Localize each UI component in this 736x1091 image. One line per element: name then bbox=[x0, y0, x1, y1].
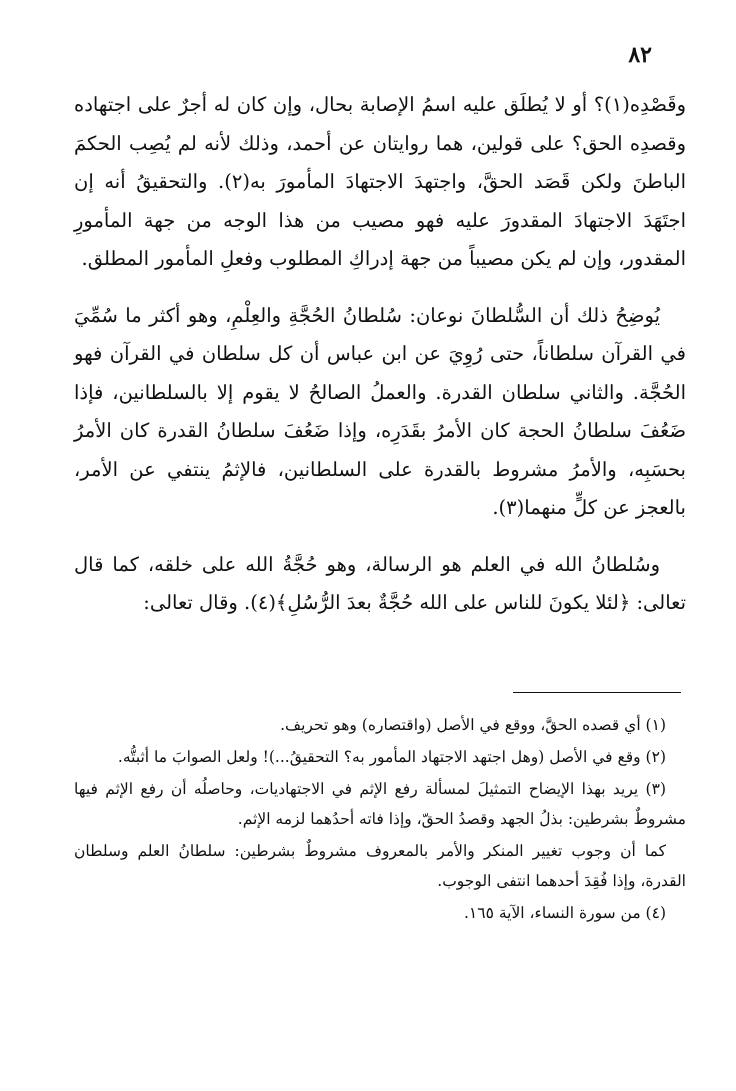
main-text bbox=[74, 86, 686, 623]
footnote-3: (٣) يريد بهذا الإيضاح التمثيلَ لمسألة رفع الإثم في الاجتهاديات، وحاصلُه أن رفع الإثم فيها مشروطٌ بشرطين: بذلُ الجهد وقصدُ الحقّ، وإذا فاته أحدُهما لزمه الإثم. bbox=[74, 780, 686, 828]
footnotes bbox=[74, 710, 686, 930]
paragraph-1: وقَصْدِه(١)؟ أو لا يُطلَق عليه اسمُ الإصابة بحال، وإن كان له أجرٌ على اجتهاده وقصدِه الحق؟ على قولين، هما روايتان عن أحمد، وذلك لأنه لم يُصِب الحكمَ الباطنَ ولكن قَصَد الحقَّ، واجتهدَ الاجتهادَ المأمورَ به(٢). والتحقيقُ أنه إن اجتَهَدَ الاجتهادَ المقدورَ عليه فهو مصيب من هذا الوجه من جهة المأمورِ المقدور، وإن لم يكن مصيباً من جهة إدراكِ المطلوب وفعلِ المأمور المطلق. bbox=[74, 93, 687, 270]
footnote-separator bbox=[513, 692, 681, 693]
paragraph-3: وسُلطانُ الله في العلم هو الرسالة، وهو حُجَّةُ الله على خلقه، كما قال تعالى: ﴿لئلا يكونَ للناس على الله حُجَّةٌ بعدَ الرُّسُلِ﴾(٤). وقال تعالى: bbox=[74, 552, 686, 614]
paragraph-2: يُوضِحُ ذلك أن السُّلطانَ نوعان: سُلطانُ الحُجَّةِ والعِلْمِ، وهو أكثر ما سُمِّيَ في القرآن سلطاناً، حتى رُوِيَ عن ابن عباس أن كل سلطان في القرآن فهو الحُجَّة. والثاني سلطان القدرة. والعملُ الصالحُ لا يقوم إلا بالسلطانين، فإذا ضَعُفَ سلطانُ الحجة كان الأمرُ بقَدَرِه، وإذا ضَعُفَ سلطانُ القدرة كان الأمرُ بحسَبِه، والأمرُ مشروط بالقدرة على السلطانين، فالإثمُ ينتفي عن الأمر، بالعجز عن كلٍّ منهما(٣). bbox=[74, 303, 686, 519]
page-number: ٨٢ bbox=[628, 42, 652, 68]
footnote-2: (٢) وقع في الأصل (وهل اجتهد الاجتهاد المأمور به؟ التحقيقُ...)! ولعل الصوابَ ما أثبتُّه. bbox=[117, 748, 666, 766]
footnote-1: (١) أي قصده الحقَّ، ووقع في الأصل (واقتصاره) وهو تحريف. bbox=[280, 716, 666, 734]
footnote-3-continuation: كما أن وجوب تغيير المنكر والأمر بالمعروف مشروطٌ بشرطين: سلطانُ العلم وسلطان القدرة، وإذا فُقِدَ أحدهما انتفى الوجوب. bbox=[74, 842, 686, 890]
footnote-4: (٤) من سورة النساء، الآية ١٦٥. bbox=[463, 904, 666, 922]
